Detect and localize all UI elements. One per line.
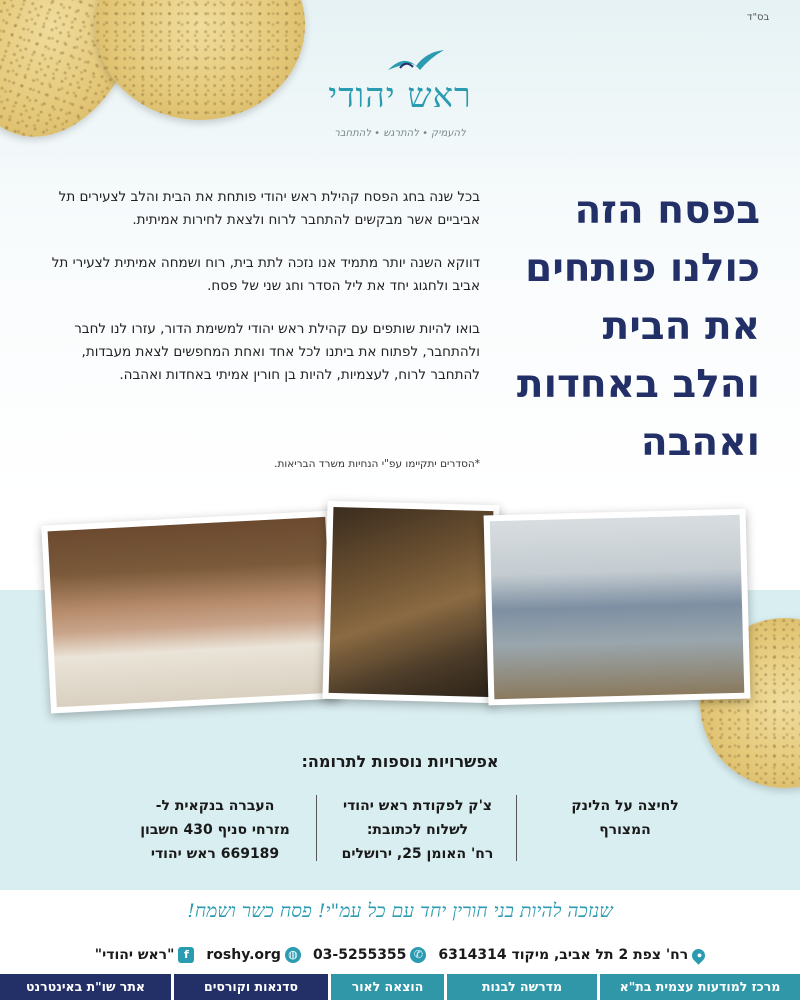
donation-option-check [320,794,515,866]
phone-icon: ✆ [410,947,426,963]
donation-option-line: לחיצה על הלינק [571,798,679,814]
donation-option-line: רח' האומן 25, ירושלים [341,846,494,862]
logo-tagline: להעמיק • להתרגש • להתחבר [334,128,466,139]
headline-line: בפסח הזה [574,188,760,233]
donation-option-line: צ'ק לפקודת ראש יהודי [342,798,493,814]
footer-tab[interactable]: מרכז למודעות עצמית בת"א [600,974,800,1000]
donation-option-line: המצורף [599,822,651,838]
donation-option-line: 669189 ראש יהודי [150,846,280,862]
photo-seder-table [41,511,340,714]
footer-tab[interactable]: מדרשה לבנות [447,974,597,1000]
body-paragraph: דווקא השנה יותר מתמיד אנו נזכה לתת בית, רוח ושמחה אמיתית לצעירי תל אביב ולחגוג יחד את ליל הסדר וחג שני של פסח. [51,255,480,294]
facebook-icon: f [178,947,194,963]
contact-line [0,943,800,967]
headline-line: כולנו פותחים [525,246,760,291]
headline-line: את הבית [602,304,760,349]
facebook-text: "ראש יהודי" [94,947,175,963]
body-text [40,186,480,407]
contact-website[interactable] [206,947,301,963]
photo-dancing [322,501,499,703]
headline-line: ואהבה [640,420,760,465]
logo [300,48,500,148]
body-paragraph: בואו להיות שותפים עם קהילת ראש יהודי למשימת הדור, עזרו לנו לחבר ולהתחבר, לפתוח את ביתנו לכל אחד ואחת המחפשים לצאת מעבדות, להתחבר לרוח, לעצמיות, להיות בן חורין אמיתי באחדות ואהבה. [74,321,480,383]
donation-option-line: מזרחי סניף 430 חשבון [140,822,290,838]
seagull-logo-icon [386,48,446,76]
photo-matzah-baking-image [490,515,745,699]
location-pin-icon: • [690,946,708,964]
footer-tabs [0,974,800,1000]
donation-option-line: לשלוח לכתובת: [366,822,469,838]
contact-facebook[interactable] [95,947,195,963]
phone-text: 03-5255355 [312,947,407,963]
body-paragraph: בכל שנה בחג הפסח קהילת ראש יהודי פותחת את הבית והלב לצעירים תל אביביים אשר מבקשים להתחבר לרוח ולצאת לחירות אמיתית. [58,189,480,228]
divider [316,795,317,861]
donation-option-link[interactable] [525,794,725,842]
logo-name: ראש יהודי [328,76,472,116]
health-guidelines-note: *הסדרים יתקיימו עפ"י הנחיות משרד הבריאות. [274,458,480,470]
headline-line: והלב באחדות [516,362,760,407]
headline [490,182,760,472]
contact-phone[interactable] [313,947,426,963]
globe-icon: ◍ [285,947,301,963]
address-text: רח' צפת 2 תל אביב, מיקוד 6314314 [438,947,689,963]
contact-address [438,947,705,963]
bsd-mark: בס"ד [747,12,770,23]
footer-tab[interactable]: סדנאות וקורסים [174,974,328,1000]
photo-seder-table-image [48,517,335,707]
footer-tab[interactable]: אתר שו"ת באינטרנט [0,974,171,1000]
photo-matzah-baking [484,509,751,706]
photo-dancing-image [329,507,494,697]
donation-option-bank [115,794,315,866]
website-text: roshy.org [206,947,281,963]
donation-title: אפשרויות נוספות לתרומה: [301,752,499,771]
donation-option-line: העברה בנקאית ל- [155,798,275,814]
divider [516,795,517,861]
slogan: שנזכה להיות בני חורין יחד עם כל עמ"י! פסח כשר ושמח! [187,900,613,922]
footer-tab[interactable]: הוצאה לאור [331,974,444,1000]
